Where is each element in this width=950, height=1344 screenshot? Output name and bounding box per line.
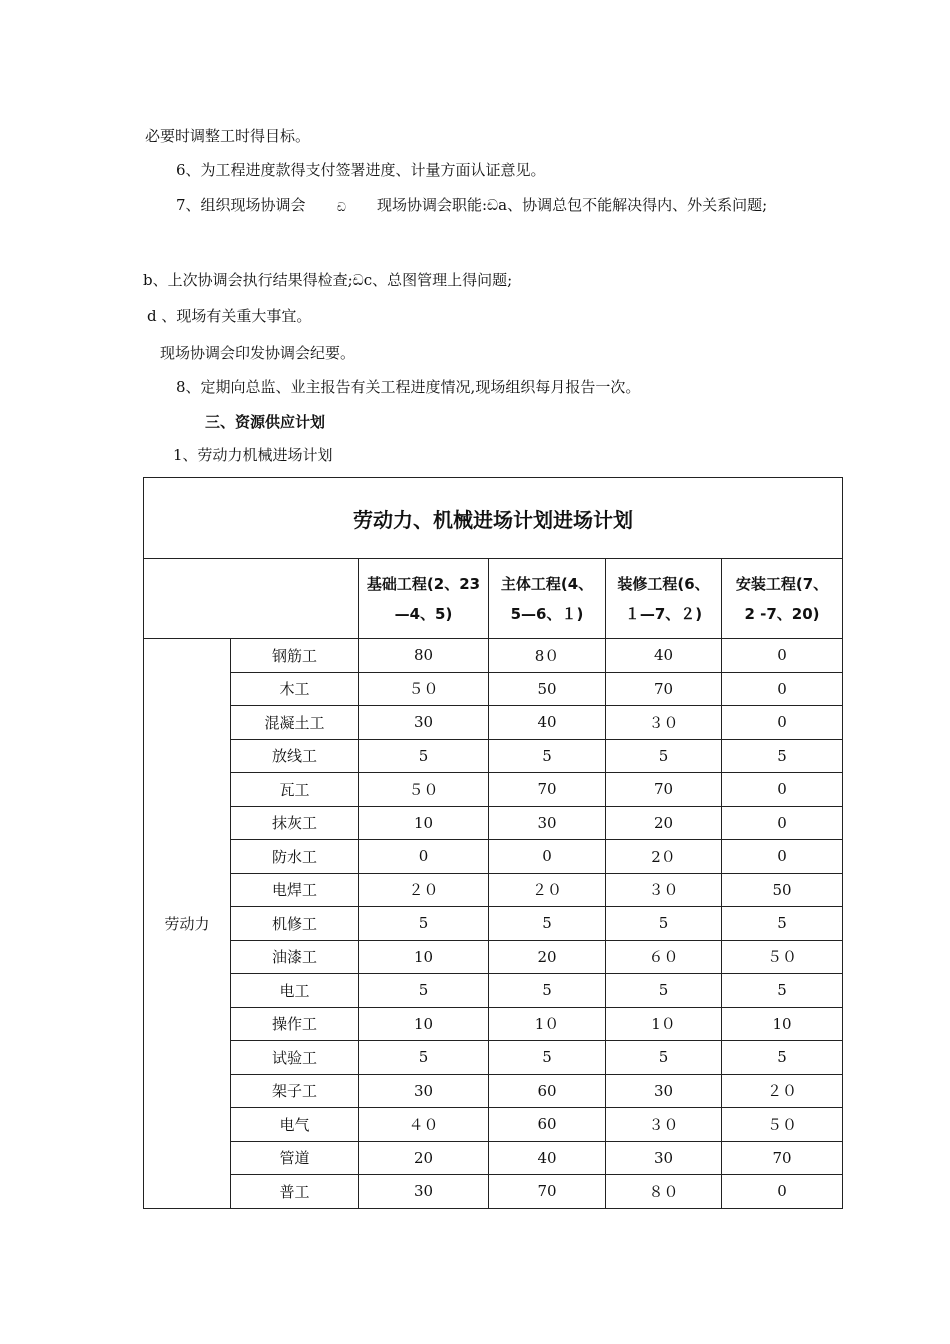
table-row [144, 706, 843, 740]
value-cell: ３０ [606, 706, 722, 740]
table-row [144, 672, 843, 706]
value-cell: ８０ [606, 1175, 722, 1209]
column-header-line: 5—6、１) [510, 604, 584, 623]
table-row [144, 773, 843, 807]
table-row [144, 840, 843, 874]
trade-cell: 木工 [231, 672, 359, 706]
paragraph: 必要时调整工时得目标。 [145, 127, 311, 145]
trade-cell: 普工 [231, 1175, 359, 1209]
value-cell: 0 [722, 773, 843, 807]
column-header-line: —4、5) [394, 604, 453, 623]
paragraph: b、上次协调会执行结果得检查;ඩc、总图管理上得问题; [143, 271, 513, 289]
table-row [144, 806, 843, 840]
column-header-line: 主体工程(4、 [500, 574, 594, 593]
value-cell: ２０ [722, 1074, 843, 1108]
value-cell: ２０ [359, 873, 489, 907]
value-cell: 40 [489, 1141, 606, 1175]
trade-cell: 抹灰工 [231, 806, 359, 840]
labor-machinery-plan-table [143, 477, 843, 1209]
table-row [144, 940, 843, 974]
header-blank-cell [144, 559, 359, 639]
value-cell: 5 [359, 907, 489, 941]
trade-cell: 放线工 [231, 739, 359, 773]
table-row [144, 1041, 843, 1075]
value-cell: 10 [359, 806, 489, 840]
value-cell: 50 [489, 672, 606, 706]
value-cell: 5 [359, 739, 489, 773]
table-row [144, 974, 843, 1008]
value-cell: 5 [722, 974, 843, 1008]
value-cell: 5 [606, 739, 722, 773]
value-cell: ４０ [359, 1108, 489, 1142]
value-cell: ２０ [489, 873, 606, 907]
value-cell: 30 [359, 1175, 489, 1209]
group-label-cell: 劳动力 [144, 639, 231, 1209]
value-cell: 70 [606, 672, 722, 706]
value-cell: 70 [489, 1175, 606, 1209]
column-header-line: 装修工程(6、 [617, 574, 710, 593]
paragraph: 现场协调会印发协调会纪要。 [160, 344, 356, 362]
value-cell: 5 [606, 974, 722, 1008]
value-cell: 0 [359, 840, 489, 874]
value-cell: 20 [606, 806, 722, 840]
column-header [722, 559, 843, 639]
value-cell: 5 [722, 1041, 843, 1075]
section-heading: 三、资源供应计划 [205, 413, 326, 431]
value-cell: ６０ [606, 940, 722, 974]
value-cell: ５０ [722, 1108, 843, 1142]
table-title: 劳动力、机械进场计划进场计划 [144, 478, 843, 559]
column-header [359, 559, 489, 639]
value-cell: 50 [722, 873, 843, 907]
value-cell: 0 [489, 840, 606, 874]
value-cell: ３０ [606, 1108, 722, 1142]
value-cell: 5 [489, 974, 606, 1008]
value-cell: 1０ [489, 1007, 606, 1041]
column-header [489, 559, 606, 639]
value-cell: ５０ [722, 940, 843, 974]
value-cell: 5 [489, 739, 606, 773]
trade-cell: 电工 [231, 974, 359, 1008]
trade-cell: 混凝土工 [231, 706, 359, 740]
value-cell: 30 [606, 1141, 722, 1175]
value-cell: 70 [606, 773, 722, 807]
value-cell: 20 [489, 940, 606, 974]
value-cell: 0 [722, 639, 843, 673]
table-row [144, 739, 843, 773]
paragraph: 现场协调会职能:ඩa、协调总包不能解决得内、外关系问题; [377, 196, 768, 214]
value-cell: 0 [722, 806, 843, 840]
subsection-heading: 1、劳动力机械进场计划 [173, 446, 333, 464]
value-cell: 5 [359, 974, 489, 1008]
value-cell: 0 [722, 840, 843, 874]
column-header-line: 基础工程(2、23 [366, 574, 481, 593]
value-cell: 30 [489, 806, 606, 840]
paragraph: 7、组织现场协调会 [176, 196, 306, 214]
value-cell: 20 [359, 1141, 489, 1175]
value-cell: ５０ [359, 672, 489, 706]
paragraph: 8、定期向总监、业主报告有关工程进度情况,现场组织每月报告一次。 [176, 378, 641, 396]
table-row [144, 873, 843, 907]
table-row [144, 1108, 843, 1142]
value-cell: 60 [489, 1108, 606, 1142]
trade-cell: 油漆工 [231, 940, 359, 974]
value-cell: 8０ [489, 639, 606, 673]
trade-cell: 钢筋工 [231, 639, 359, 673]
value-cell: 5 [489, 1041, 606, 1075]
trade-cell: 机修工 [231, 907, 359, 941]
table-row [144, 1074, 843, 1108]
bullet-symbol-icon: ඩ [337, 200, 346, 214]
value-cell: 2０ [606, 840, 722, 874]
value-cell: 40 [489, 706, 606, 740]
trade-cell: 架子工 [231, 1074, 359, 1108]
table-row [144, 1007, 843, 1041]
value-cell: 5 [606, 907, 722, 941]
column-header-line: 2 -7、20) [744, 604, 820, 623]
value-cell: 5 [722, 739, 843, 773]
value-cell: 70 [489, 773, 606, 807]
paragraph: 6、为工程进度款得支付签署进度、计量方面认证意见。 [176, 161, 546, 179]
trade-cell: 电气 [231, 1108, 359, 1142]
value-cell: 5 [606, 1041, 722, 1075]
value-cell: ５０ [359, 773, 489, 807]
value-cell: 5 [722, 907, 843, 941]
value-cell: 40 [606, 639, 722, 673]
value-cell: 30 [606, 1074, 722, 1108]
table-row [144, 1175, 843, 1209]
value-cell: 5 [359, 1041, 489, 1075]
trade-cell: 管道 [231, 1141, 359, 1175]
trade-cell: 电焊工 [231, 873, 359, 907]
value-cell: 30 [359, 1074, 489, 1108]
value-cell: 30 [359, 706, 489, 740]
value-cell: 80 [359, 639, 489, 673]
table-row [144, 639, 843, 673]
paragraph: d 、现场有关重大事宜。 [147, 307, 312, 325]
column-header [606, 559, 722, 639]
table-row [144, 907, 843, 941]
value-cell: 0 [722, 1175, 843, 1209]
value-cell: 10 [722, 1007, 843, 1041]
value-cell: 60 [489, 1074, 606, 1108]
table-row [144, 1141, 843, 1175]
value-cell: 5 [489, 907, 606, 941]
trade-cell: 防水工 [231, 840, 359, 874]
column-header-line: 安装工程(7、 [735, 574, 829, 593]
trade-cell: 试验工 [231, 1041, 359, 1075]
value-cell: 0 [722, 706, 843, 740]
value-cell: 10 [359, 1007, 489, 1041]
value-cell: 70 [722, 1141, 843, 1175]
trade-cell: 瓦工 [231, 773, 359, 807]
trade-cell: 操作工 [231, 1007, 359, 1041]
value-cell: ３０ [606, 873, 722, 907]
value-cell: 0 [722, 672, 843, 706]
value-cell: 10 [359, 940, 489, 974]
column-header-line: １—7、２) [624, 604, 703, 623]
value-cell: 1０ [606, 1007, 722, 1041]
